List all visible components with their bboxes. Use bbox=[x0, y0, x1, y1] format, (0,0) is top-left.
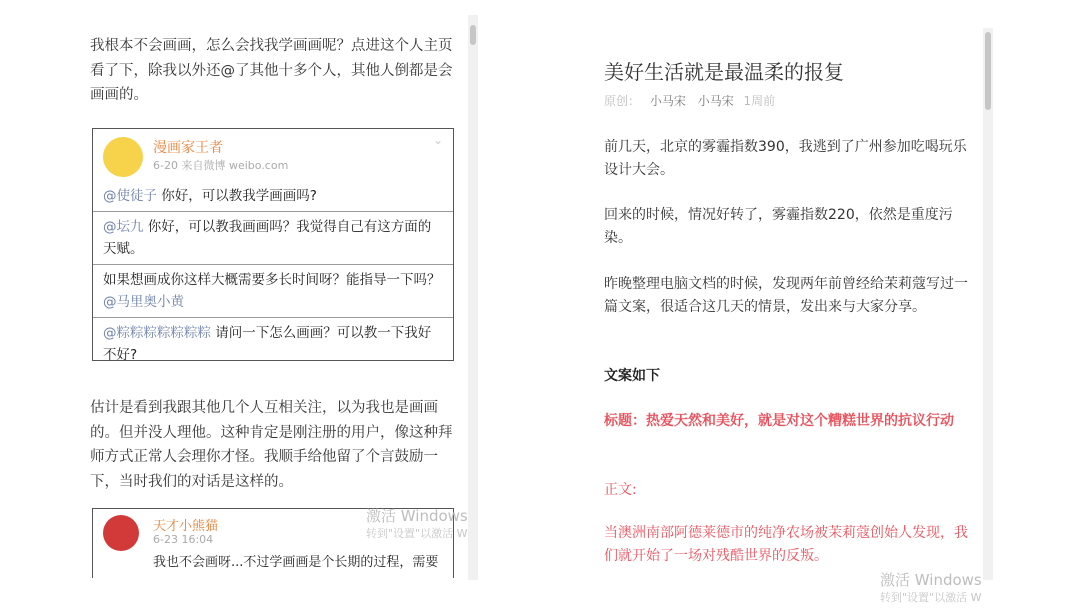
comment-row bbox=[93, 317, 453, 370]
post-meta: 6-23 16:04 bbox=[153, 533, 214, 546]
intro-paragraph: 我根本不会画画，怎么会找我学画画呢？点进这个人主页看了下，除我以外还@了其他十多个人，其他人倒都是会画画的。 bbox=[90, 38, 453, 103]
comment-row bbox=[93, 264, 453, 317]
weibo-card bbox=[92, 128, 454, 361]
scrollbar[interactable] bbox=[468, 15, 478, 580]
comment-row bbox=[93, 211, 453, 264]
mention-link[interactable]: @粽粽粽粽粽粽粽 bbox=[103, 325, 211, 341]
copy-title: 标题：热爱天然和美好，就是对这个糟糕世界的抗议行动 bbox=[604, 413, 954, 429]
chevron-down-icon[interactable]: ⌄ bbox=[432, 133, 443, 147]
body-label: 正文: bbox=[604, 482, 637, 498]
comment-text: 你好，可以教我学画画吗? bbox=[157, 188, 317, 204]
activation-watermark-sub: 转到"设置"以激活 W bbox=[880, 591, 982, 604]
section-heading: 文案如下 bbox=[604, 368, 660, 384]
avatar bbox=[103, 137, 143, 177]
publish-time: 1周前 bbox=[743, 94, 776, 108]
activation-watermark-sub: 转到"设置"以激活 W bbox=[366, 527, 468, 540]
user-name: 漫画家王者 bbox=[153, 140, 223, 156]
avatar bbox=[103, 515, 139, 551]
account-link[interactable]: 小马宋 bbox=[697, 94, 734, 108]
paragraph: 昨晚整理电脑文档的时候，发现两年前曾经给茉莉蔻写过一篇文案，很适合这几天的情景，发出来与大家分享。 bbox=[604, 276, 968, 315]
paragraph: 前几天，北京的雾霾指数390，我逃到了广州参加吃喝玩乐设计大会。 bbox=[604, 139, 967, 178]
article-meta bbox=[604, 92, 775, 109]
scrollbar-thumb[interactable] bbox=[985, 32, 991, 110]
activation-watermark: 激活 Windows bbox=[880, 571, 982, 589]
article-title: 美好生活就是最温柔的报复 bbox=[604, 60, 844, 84]
comment-text: 如果想画成你这样大概需要多长时间呀？能指导一下吗？ bbox=[103, 272, 441, 288]
scrollbar[interactable] bbox=[983, 28, 993, 580]
comment-text: 你好，可以教我画画吗？我觉得自己有这方面的天赋。 bbox=[103, 219, 432, 257]
paragraph: 回来的时候，情况好转了，雾霾指数220，依然是重度污染。 bbox=[604, 207, 953, 246]
scrollbar-thumb[interactable] bbox=[470, 25, 476, 45]
user-name: 天才小熊猫 bbox=[153, 519, 219, 534]
meta-label: 原创： bbox=[604, 94, 641, 108]
author-link[interactable]: 小马宋 bbox=[649, 94, 686, 108]
second-paragraph: 估计是看到我跟其他几个人互相关注，以为我也是画画的。但并没人理他。这种肯定是刚注册的用户，像这种拜师方式正常人会理你才怪。我顺手给他留了个言鼓励一下，当时我们的对话是这样的。 bbox=[90, 400, 453, 490]
card-header bbox=[93, 129, 453, 201]
activation-watermark: 激活 Windows bbox=[366, 507, 468, 525]
reply-text: 我也不会画呀...不过学画画是个长期的过程，需要 bbox=[153, 555, 439, 570]
body-paragraph: 当澳洲南部阿德莱德市的纯净农场被茉莉蔻创始人发现，我们就开始了一场对残酷世界的反叛。 bbox=[604, 525, 968, 564]
mention-link[interactable]: @马里奥小黄 bbox=[103, 294, 184, 310]
mention-link[interactable]: @坛九 bbox=[103, 219, 144, 235]
comment-text: 请问一下怎么画画？可以教一下我好不好? bbox=[103, 325, 432, 363]
mention-link[interactable]: @使徒子 bbox=[103, 188, 157, 204]
post-meta: 6-20 来自微博 weibo.com bbox=[153, 159, 289, 172]
